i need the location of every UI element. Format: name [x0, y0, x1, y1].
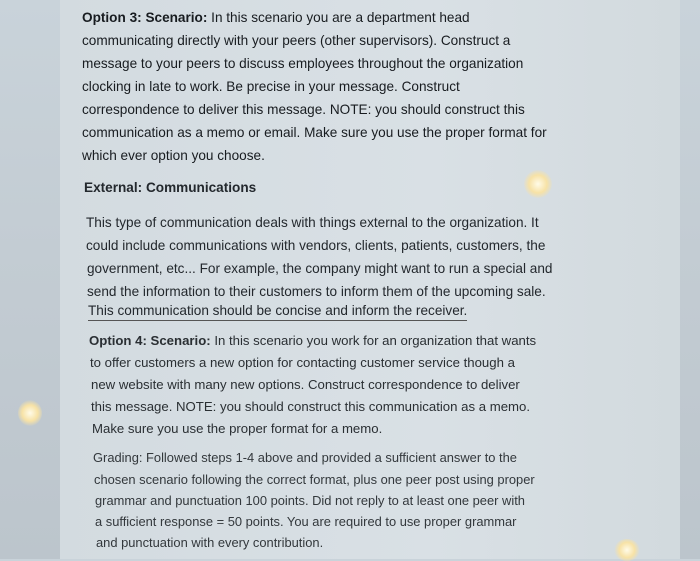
external-heading: External: Communications	[84, 180, 257, 195]
option3-line-1: Option 3: Scenario: In this scenario you are a department head	[82, 10, 470, 25]
option4-line-2: to offer customers a new option for contacting customer service though a	[90, 355, 515, 370]
external-line-5: This communication should be concise and inform the receiver.	[88, 302, 467, 321]
grading-line-3: grammar and punctuation 100 points. Did not reply to at least one peer with	[95, 493, 525, 508]
light-glare	[524, 170, 552, 198]
option3-line-4: clocking in late to work. Be precise in your message. Construct	[82, 79, 460, 94]
option3-line-7: which ever option you choose.	[82, 148, 265, 163]
option3-line-6: communication as a memo or email. Make sure you use the proper format for	[82, 125, 547, 140]
option3-label: Option 3:	[82, 10, 142, 25]
external-line-4: send the information to their customers to inform them of the upcoming sale.	[87, 284, 546, 299]
option3-line-3: message to your peers to discuss employees throughout the organization	[82, 56, 524, 71]
external-line-2: could include communications with vendors, clients, patients, customers, the	[86, 238, 546, 253]
grading-line-4: a sufficient response = 50 points. You are required to use proper grammar	[95, 514, 517, 529]
option4-line-3: new website with many new options. Construct correspondence to deliver	[91, 377, 520, 392]
option4-line-4: this message. NOTE: you should construct this communication as a memo.	[91, 399, 531, 414]
external-line-1: This type of communication deals with things external to the organization. It	[86, 215, 539, 230]
grading-line-1: Grading: Followed steps 1-4 above and provided a sufficient answer to the	[93, 450, 517, 465]
option3-line-5: correspondence to deliver this message. NOTE: you should construct this	[82, 102, 525, 117]
light-glare	[614, 539, 640, 561]
grading-line-5: and punctuation with every contribution.	[96, 535, 324, 550]
option3-line-2: communicating directly with your peers (other supervisors). Construct a	[82, 33, 511, 48]
option4-line-5: Make sure you use the proper format for a memo.	[92, 421, 383, 436]
external-line-3: government, etc... For example, the company might want to run a special and	[87, 261, 553, 276]
option4-label: Option 4:	[89, 333, 147, 348]
grading-line-2: chosen scenario following the correct format, plus one peer post using proper	[94, 472, 535, 487]
option4-line-1: Option 4: Scenario: In this scenario you work for an organization that wants	[89, 333, 537, 348]
light-glare	[18, 400, 42, 426]
option3-scenario-label: Scenario:	[145, 10, 208, 25]
option4-scenario-label: Scenario:	[150, 333, 211, 348]
